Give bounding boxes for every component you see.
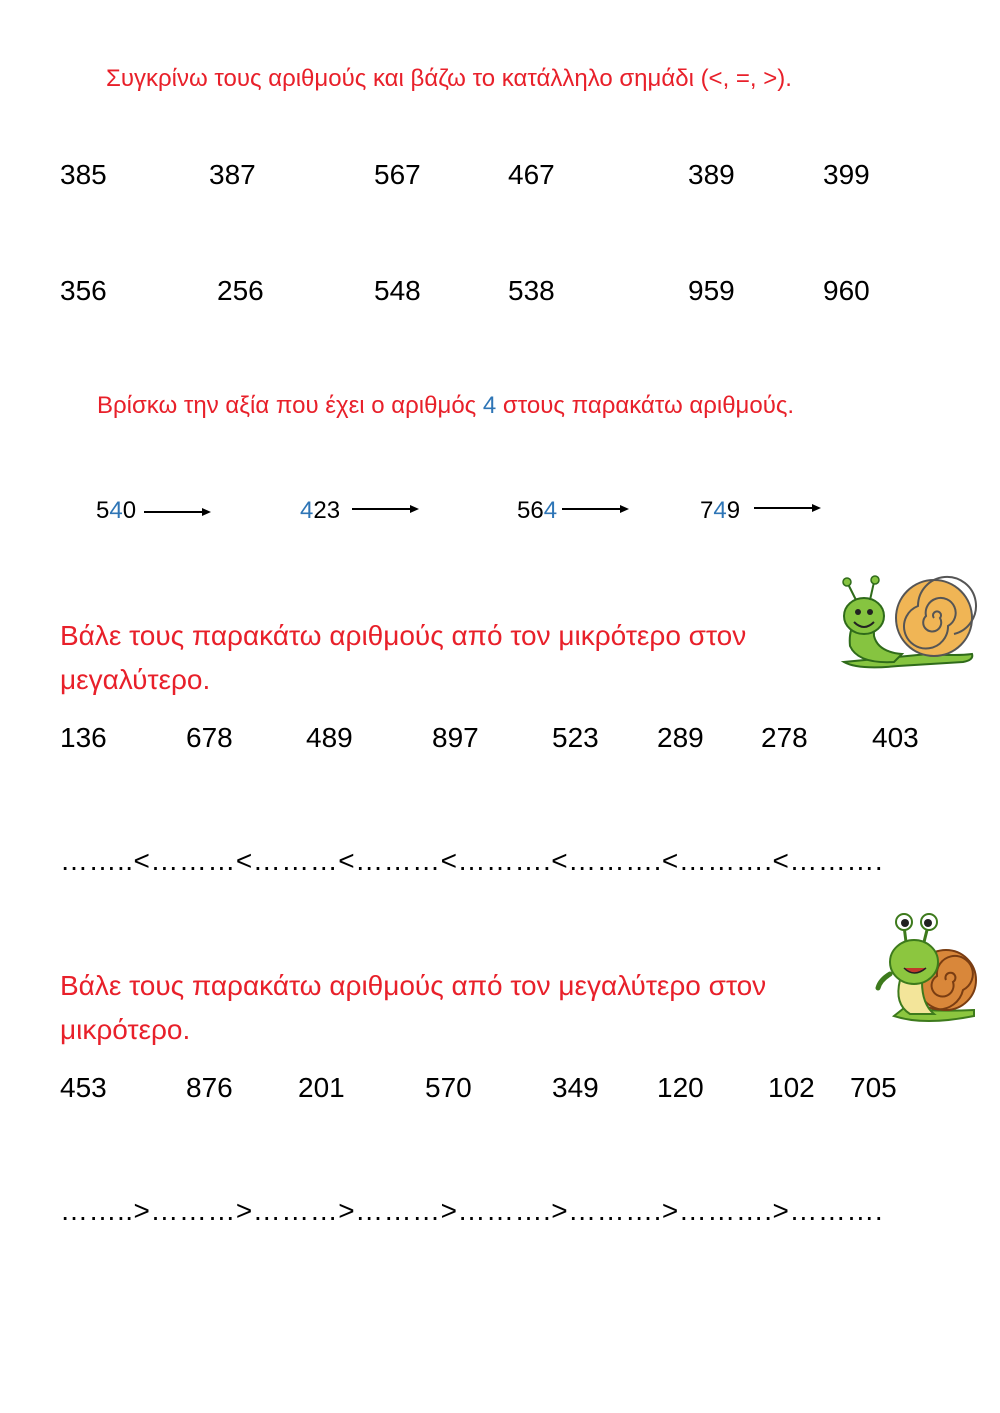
number: 567 — [374, 159, 421, 190]
descending-answer-line[interactable]: ……..>………>………>………>……….>……….>……….>………. — [60, 1195, 884, 1226]
number: 489 — [306, 722, 353, 753]
highlight-digit: 4 — [543, 497, 558, 524]
digits: 0 — [122, 497, 137, 524]
snail-icon — [874, 908, 980, 1026]
number: 960 — [823, 275, 870, 306]
number: 387 — [209, 159, 256, 190]
digits: 5 — [96, 497, 110, 524]
arrow-icon — [352, 504, 420, 514]
number: 959 — [688, 275, 735, 306]
number: 356 — [60, 275, 107, 306]
number: 136 — [60, 722, 107, 753]
number: 678 — [186, 722, 233, 753]
digits: 7 — [700, 497, 714, 524]
number: 256 — [217, 275, 264, 306]
instruction-text: Βρίσκω την αξία που έχει ο αριθμός — [97, 392, 483, 419]
number: 102 — [768, 1072, 815, 1103]
number: 897 — [432, 722, 479, 753]
number: 705 — [850, 1072, 897, 1103]
number: 349 — [552, 1072, 599, 1103]
number: 523 — [552, 722, 599, 753]
place-value-number — [700, 496, 740, 526]
number: 570 — [425, 1072, 472, 1103]
number: 289 — [657, 722, 704, 753]
number: 453 — [60, 1072, 107, 1103]
number: 389 — [688, 159, 735, 190]
compare-instruction: Συγκρίνω τους αριθμούς και βάζω το κατάλληλο σημάδι (<, =, >). — [106, 65, 792, 92]
number: 385 — [60, 159, 107, 190]
place-value-number — [96, 496, 136, 526]
number: 278 — [761, 722, 808, 753]
descending-instruction: Βάλε τους παρακάτω αριθμούς από τον μεγαλύτερο στον μικρότερο. — [60, 970, 767, 1045]
instruction-text: στους παρακάτω αριθμούς. — [496, 392, 795, 419]
place-value-number — [517, 496, 557, 526]
number: 548 — [374, 275, 421, 306]
place-value-instruction — [97, 391, 794, 421]
highlight-digit: 4 — [300, 497, 314, 524]
ascending-answer-line[interactable]: ……..<………<………<………<……….<……….<……….<………. — [60, 845, 884, 876]
number: 538 — [508, 275, 555, 306]
arrow-icon — [144, 507, 212, 517]
highlight-digit: 4 — [109, 497, 123, 524]
number: 399 — [823, 159, 870, 190]
snail-icon — [838, 570, 978, 675]
arrow-icon — [754, 503, 822, 513]
digits: 9 — [726, 497, 741, 524]
number: 403 — [872, 722, 919, 753]
number: 120 — [657, 1072, 704, 1103]
highlight-digit: 4 — [482, 392, 497, 419]
place-value-number — [300, 496, 340, 526]
number: 876 — [186, 1072, 233, 1103]
number: 467 — [508, 159, 555, 190]
ascending-instruction: Βάλε τους παρακάτω αριθμούς από τον μικρότερο στον μεγαλύτερο. — [60, 620, 747, 695]
highlight-digit: 4 — [713, 497, 727, 524]
digits: 56 — [517, 497, 544, 524]
digits: 23 — [313, 497, 341, 524]
number: 201 — [298, 1072, 345, 1103]
arrow-icon — [562, 504, 630, 514]
